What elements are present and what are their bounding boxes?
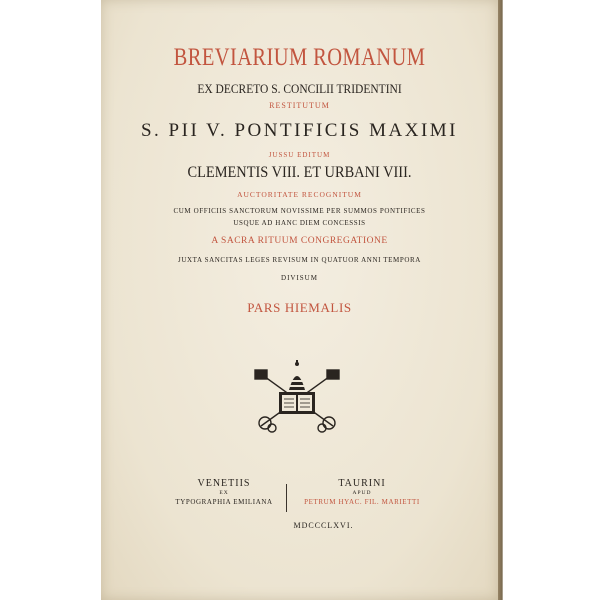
decreto-line: EX DECRETO S. CONCILII TRIDENTINI <box>197 82 402 96</box>
imprint-turin <box>297 478 427 506</box>
pars-line: PARS HIEMALIS <box>247 300 352 315</box>
congregatione-line: A SACRA RITUUM CONGREGATIONE <box>211 236 388 246</box>
imprint-left-ex: EX <box>219 490 229 496</box>
imprint-right-apud: APUD <box>352 490 372 496</box>
officiis-line-1: CUM OFFICIIS SANCTORUM NOVISSIME PER SUMMOS PONTIFICES <box>173 207 426 215</box>
jussu-line: JUSSU EDITUM <box>268 151 331 159</box>
juxta-line: JUXTA SANCITAS LEGES REVISUM IN QUATUOR ANNI TEMPORA <box>178 256 421 264</box>
officiis-line-2: USQUE AD HANC DIEM CONCESSIS <box>233 219 366 227</box>
imprint-left-printer: TYPOGRAPHIA EMILIANA <box>175 498 273 506</box>
imprint-left-city: VENETIIS <box>197 478 251 489</box>
imprint-right-printer: PETRUM HYAC. FIL. MARIETTI <box>304 498 420 506</box>
restitutum-line: RESTITUTUM <box>269 101 330 110</box>
book-title: BREVIARIUM ROMANUM <box>173 44 426 71</box>
background-left <box>0 0 101 600</box>
imprint-year: MDCCCLXVI. <box>293 521 354 530</box>
book-edge <box>497 0 600 600</box>
imprint-venice <box>159 478 289 506</box>
pius-line: S. PII V. PONTIFICIS MAXIMI <box>140 120 458 141</box>
papal-tiara-crossed-keys-emblem-icon <box>247 360 347 436</box>
divisum-line: DIVISUM <box>281 274 318 282</box>
auctoritate-line: AUCTORITATE RECOGNITUM <box>237 190 362 199</box>
title-page <box>101 0 498 600</box>
imprint-right-city: TAURINI <box>338 478 386 489</box>
clementis-line: CLEMENTIS VIII. ET URBANI VIII. <box>187 164 412 181</box>
imprint-divider <box>286 484 287 512</box>
